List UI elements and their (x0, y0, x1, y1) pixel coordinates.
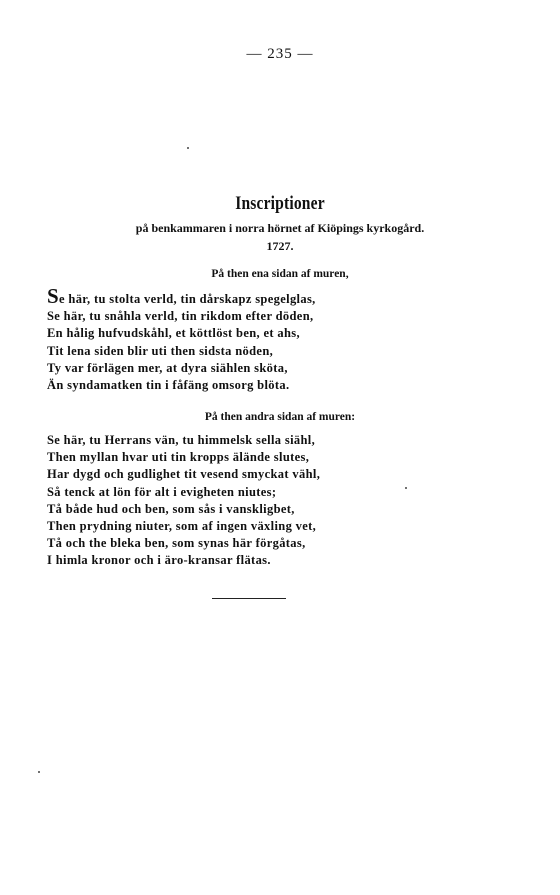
verse-line: Then prydning niuter, som af ingen växling vet, (47, 519, 317, 534)
inscription-subtitle: på benkammaren i norra hörnet af Kiöpings kyrkogård. (135, 221, 425, 235)
verse-line: Tå både hud och ben, som sås i vanskligbet, (47, 501, 295, 516)
inscription-year: 1727. (266, 239, 294, 253)
stanza-second-side (47, 432, 527, 570)
verse-line: I himla kronor och i äro-kransar flätas. (47, 553, 271, 568)
inscription-title: Inscriptioner (235, 193, 325, 214)
verse-line: Se här, tu snåhla verld, tin rikdom efter döden, (47, 309, 314, 324)
verse-line: Än syndamatken tin i fåfäng omsorg blöta. (47, 378, 290, 393)
page-number: — 235 — (246, 46, 314, 62)
stanza-first-side (47, 284, 527, 394)
closing-rule (212, 598, 286, 599)
verse-line: Se här, tu Herrans vän, tu himmelsk sella siähl, (47, 433, 316, 447)
section-heading-first-side: På then ena sidan af muren, (211, 268, 349, 280)
verse-line: Tå och the bleka ben, som synas här förgåtas, (47, 536, 306, 551)
verse-line: Så tenck at lön för alt i evigheten niutes; (47, 484, 277, 499)
verse-line: En hålig hufvudskåhl, et köttlöst ben, et ahs, (47, 326, 300, 341)
verse-line (47, 284, 527, 308)
verse-line: Ty var förlägen mer, at dyra siählen sköta, (47, 360, 288, 375)
section-heading-second-side: På then andra sidan af muren: (204, 411, 356, 423)
verse-line-text: e här, tu stolta verld, tin dårskapz spegelglas, (59, 292, 316, 306)
print-speck (38, 771, 40, 773)
verse-line: Har dygd och gudlighet tit vesend smyckat vähl, (47, 467, 321, 482)
verse-line: Tit lena siden blir uti then sidsta nöden, (47, 343, 274, 358)
print-speck (187, 147, 189, 149)
print-speck (405, 487, 407, 489)
verse-line: Then myllan hvar uti tin kropps älände slutes, (47, 450, 310, 465)
drop-cap: S (47, 284, 60, 308)
